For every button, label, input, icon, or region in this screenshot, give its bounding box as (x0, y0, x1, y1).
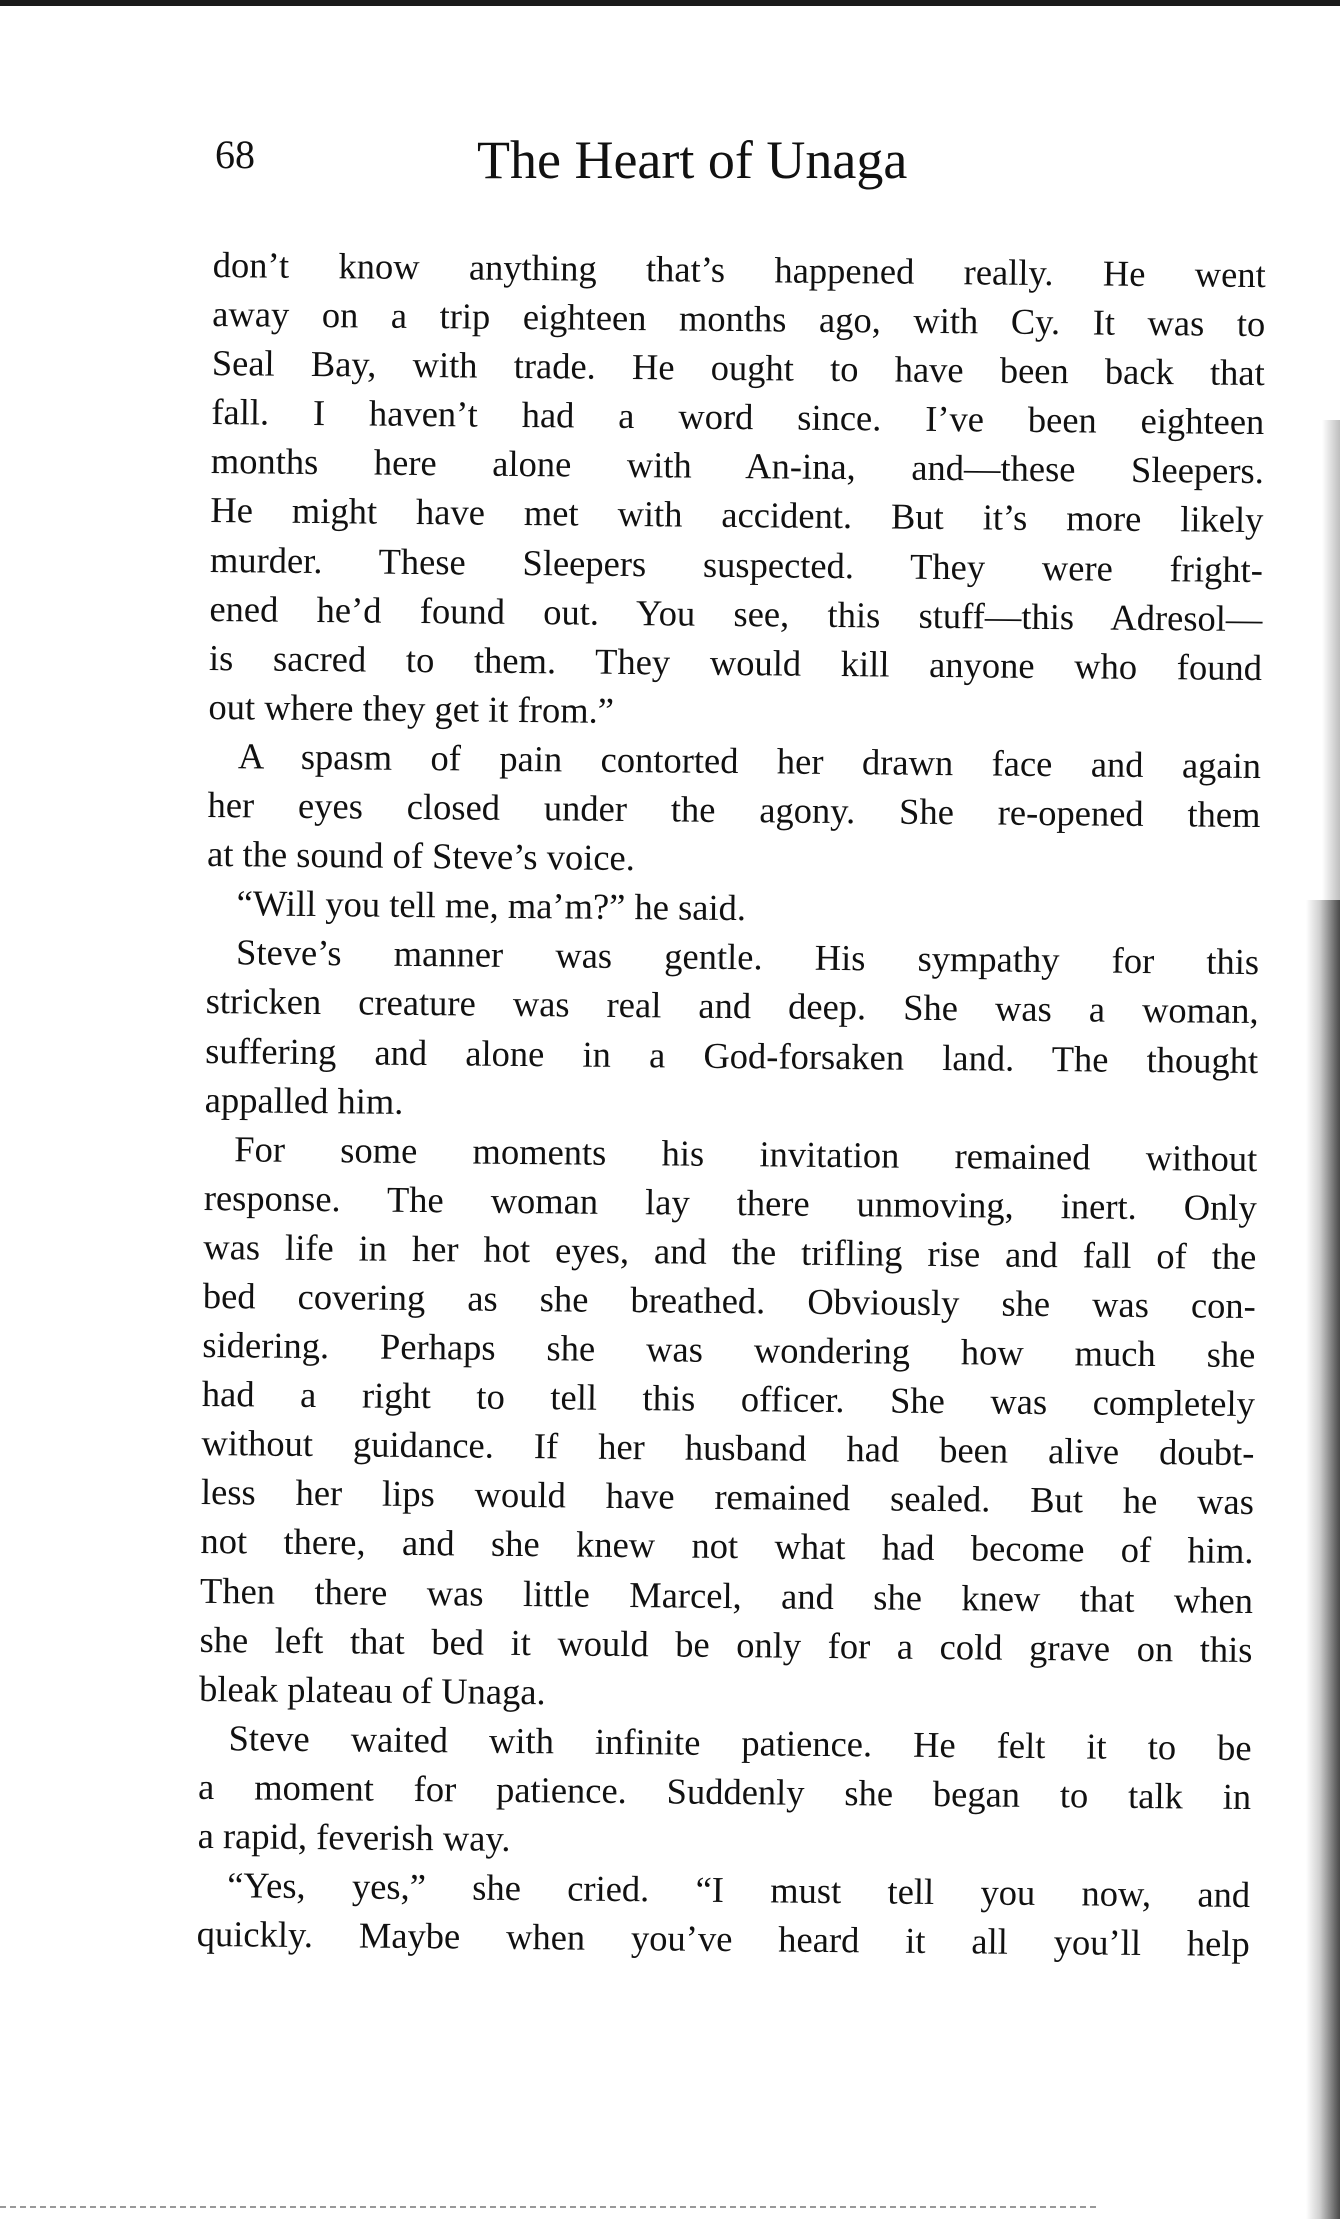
text-line: bleak plateau of Unaga. (198, 1667, 546, 1712)
paragraph (207, 731, 1261, 888)
text-line: less her lips would have remained sealed. But he was (200, 1471, 1255, 1523)
text-line: Seal Bay, with trade. He ought to have been back that (211, 342, 1265, 394)
text-line: was life in her hot eyes, and the trifling rise and fall of the (203, 1225, 1257, 1277)
text-line: a rapid, feverish way. (197, 1814, 511, 1859)
text-line: “Yes, yes,” she cried. “I must tell you now, and (227, 1864, 1251, 1916)
text-line: sidering. Perhaps she was wondering how much she (202, 1324, 1256, 1376)
page-number: 68 (215, 132, 255, 177)
text-line: He might have met with accident. But it’s more likely (210, 489, 1264, 541)
text-line: out where they get it from.” (208, 685, 615, 731)
paragraph (199, 1124, 1258, 1723)
text-line: her eyes closed under the agony. She re-opened them (207, 784, 1261, 836)
scan-bottom-edge (0, 2206, 1100, 2208)
text-line: without guidance. If her husband had been alive doubt- (201, 1422, 1255, 1474)
text-line: is sacred to them. They would kill anyone who found (208, 636, 1263, 688)
paragraph (205, 927, 1260, 1133)
text-line: she left that bed it would be only for a cold grave on this (199, 1618, 1253, 1670)
running-head (215, 128, 1035, 198)
text-line: Then there was little Marcel, and she knew that when (199, 1569, 1254, 1621)
text-line: For some moments his invitation remained without (234, 1127, 1258, 1179)
text-line: appalled him. (204, 1078, 404, 1122)
text-line: A spasm of pain contorted her drawn face and again (237, 735, 1262, 787)
text-line: Steve waited with infinite patience. He felt it to be (228, 1717, 1252, 1768)
text-line: had a right to tell this officer. She was completely (201, 1373, 1256, 1425)
text-line: not there, and she knew not what had become of him. (200, 1520, 1254, 1572)
paragraph (197, 1713, 1251, 1870)
text-line: don’t know anything that’s happened really. He went (212, 243, 1266, 296)
scan-top-edge (0, 0, 1340, 6)
text-line: at the sound of Steve’s voice. (206, 833, 636, 879)
text-line: bed covering as she breathed. Obviously she was con- (202, 1274, 1257, 1327)
text-line: quickly. Maybe when you’ve heard it all you’ll help (196, 1913, 1250, 1965)
paragraph (208, 240, 1266, 741)
text-line: response. The woman lay there unmoving, inert. Only (203, 1176, 1257, 1228)
text-line: suffering and alone in a God-forsaken land. The thought (205, 1029, 1259, 1081)
book-title: The Heart of Unaga (477, 130, 908, 190)
text-line: stricken creature was real and deep. She was a woman, (205, 980, 1259, 1032)
text-line: a moment for patience. Suddenly she began to talk in (197, 1765, 1252, 1817)
text-line: Steve’s manner was gentle. His sympathy for this (235, 931, 1260, 983)
body-text (197, 240, 1266, 1968)
text-line: fall. I haven’t had a word since. I’ve been eighteen (211, 391, 1265, 443)
page-edge-shadow (1306, 900, 1340, 2219)
text-line: murder. These Sleepers suspected. They were fright- (209, 538, 1264, 590)
page-edge-shadow-upper (1322, 420, 1340, 900)
paragraph (197, 1860, 1251, 1968)
text-line: away on a trip eighteen months ago, with Cy. It was to (212, 293, 1266, 345)
text-line: ened he’d found out. You see, this stuff—this Adresol— (209, 587, 1263, 639)
text-line: “Will you tell me, ma’m?” he said. (236, 882, 747, 929)
text-line: months here alone with An-ina, and—these Sleepers. (210, 440, 1265, 492)
